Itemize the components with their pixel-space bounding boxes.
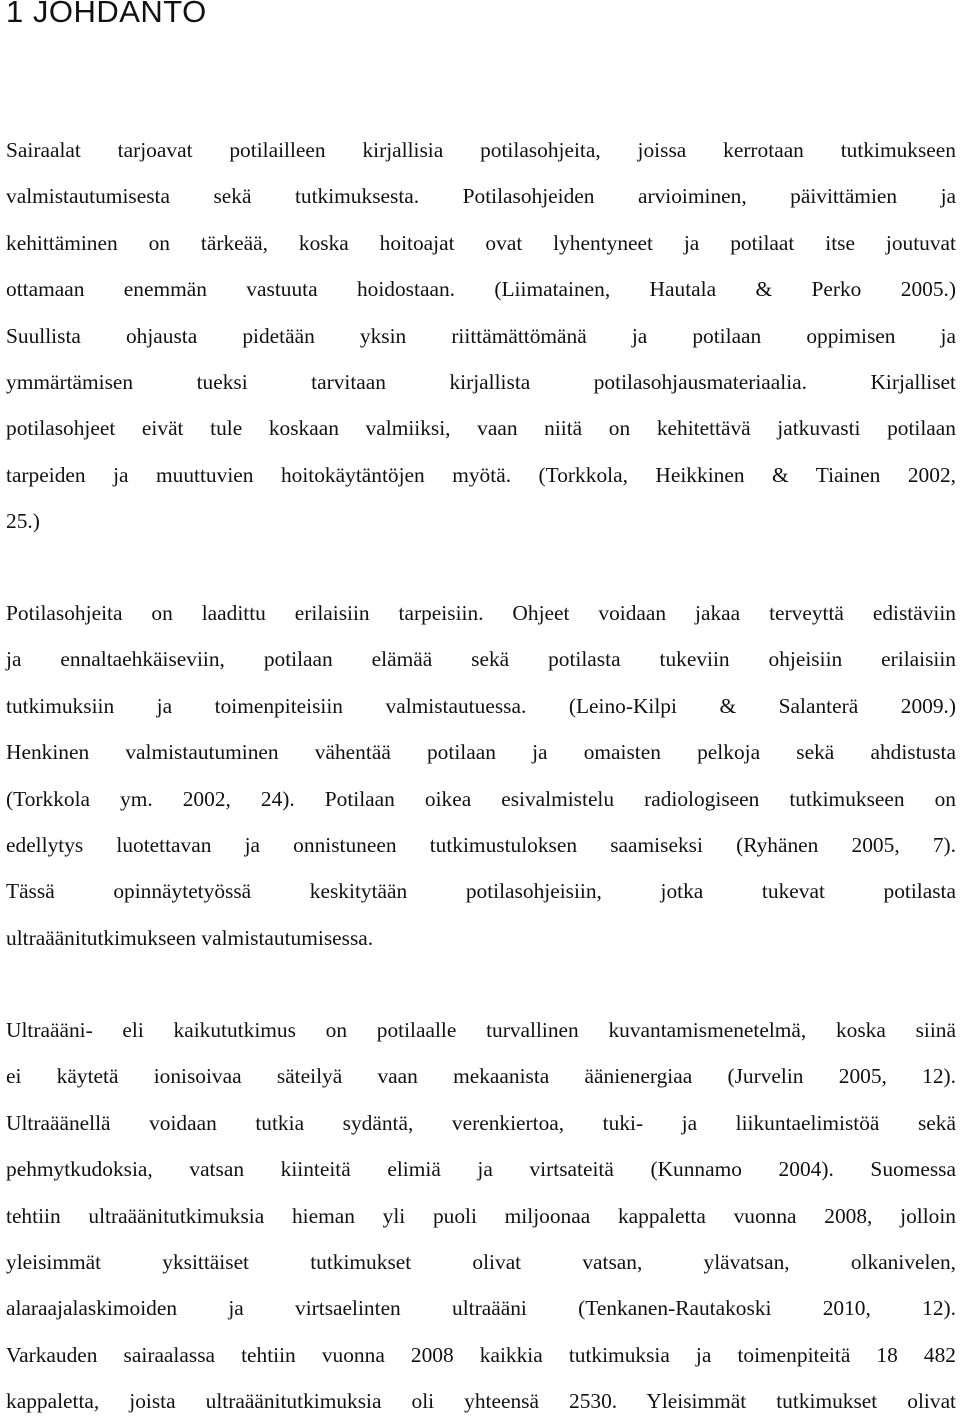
text-line: ultraäänitutkimukseen valmistautumisessa. — [6, 925, 374, 950]
text-line: kappaletta, joista ultraäänitutkimuksia oli yhteensä 2530. Yleisimmät tutkimukset olivat — [6, 1389, 956, 1414]
paragraph-2 — [6, 590, 956, 961]
text-line: Ultraääni- eli kaikututkimus on potilaalle turvallinen kuvantamismenetelmä, koska siinä — [6, 1018, 956, 1042]
text-line: ja ennaltaehkäiseviin, potilaan elämää sekä potilasta tukeviin ohjeisiin erilaisiin — [6, 647, 956, 672]
text-line: Tässä opinnäytetyössä keskitytään potilasohjeisiin, jotka tukevat potilasta — [6, 879, 956, 904]
text-line: pehmytkudoksia, vatsan kiinteitä elimiä ja virtsateitä (Kunnamo 2004). Suomessa — [6, 1157, 956, 1182]
text-line: kehittäminen on tärkeää, koska hoitoajat ovat lyhentyneet ja potilaat itse joutuvat — [6, 230, 956, 255]
text-line: Sairaalat tarjoavat potilailleen kirjallisia potilasohjeita, joissa kerrotaan tutkimukseen — [6, 138, 956, 162]
paragraph-3 — [6, 1007, 956, 1425]
text-line: Varkauden sairaalassa tehtiin vuonna 2008 kaikkia tutkimuksia ja toimenpiteitä 18 482 — [6, 1342, 956, 1367]
text-line: ottamaan enemmän vastuuta hoidostaan. (Liimatainen, Hautala & Perko 2005.) — [6, 277, 956, 302]
text-line: edellytys luotettavan ja onnistuneen tutkimustuloksen saamiseksi (Ryhänen 2005, 7). — [6, 832, 956, 857]
text-line: Ultraäänellä voidaan tutkia sydäntä, verenkiertoa, tuki- ja liikuntaelimistöä sekä — [6, 1110, 956, 1135]
text-line: (Torkkola ym. 2002, 24). Potilaan oikea esivalmistelu radiologiseen tutkimukseen on — [6, 786, 956, 811]
paragraph-1 — [6, 127, 956, 545]
chapter-heading: 1 JOHDANTO — [6, 0, 207, 29]
text-line: ei käytetä ionisoivaa säteilyä vaan mekaanista äänienergiaa (Jurvelin 2005, 12). — [6, 1064, 956, 1089]
text-line: yleisimmät yksittäiset tutkimukset olivat vatsan, ylävatsan, olkanivelen, — [6, 1249, 956, 1274]
text-line: Potilasohjeita on laadittu erilaisiin tarpeisiin. Ohjeet voidaan jakaa terveyttä edistäviin — [6, 601, 956, 625]
text-line: Henkinen valmistautuminen vähentää potilaan ja omaisten pelkoja sekä ahdistusta — [6, 740, 956, 765]
text-line: potilasohjeet eivät tule koskaan valmiiksi, vaan niitä on kehitettävä jatkuvasti potilaan — [6, 416, 956, 441]
text-line: alaraajalaskimoiden ja virtsaelinten ultraääni (Tenkanen-Rautakoski 2010, 12). — [6, 1296, 956, 1321]
text-line: 25.) — [6, 509, 40, 534]
text-line: tehtiin ultraäänitutkimuksia hieman yli puoli miljoonaa kappaletta vuonna 2008, jolloin — [6, 1203, 956, 1228]
text-line: ymmärtämisen tueksi tarvitaan kirjallista potilasohjausmateriaalia. Kirjalliset — [6, 369, 956, 394]
text-line: tutkimuksiin ja toimenpiteisiin valmistautuessa. (Leino-Kilpi & Salanterä 2009.) — [6, 693, 956, 718]
text-line: Suullista ohjausta pidetään yksin riittämättömänä ja potilaan oppimisen ja — [6, 323, 956, 348]
text-line: valmistautumisesta sekä tutkimuksesta. Potilasohjeiden arvioiminen, päivittämien ja — [6, 184, 956, 209]
text-line: tarpeiden ja muuttuvien hoitokäytäntöjen myötä. (Torkkola, Heikkinen & Tiainen 2002, — [6, 462, 956, 487]
